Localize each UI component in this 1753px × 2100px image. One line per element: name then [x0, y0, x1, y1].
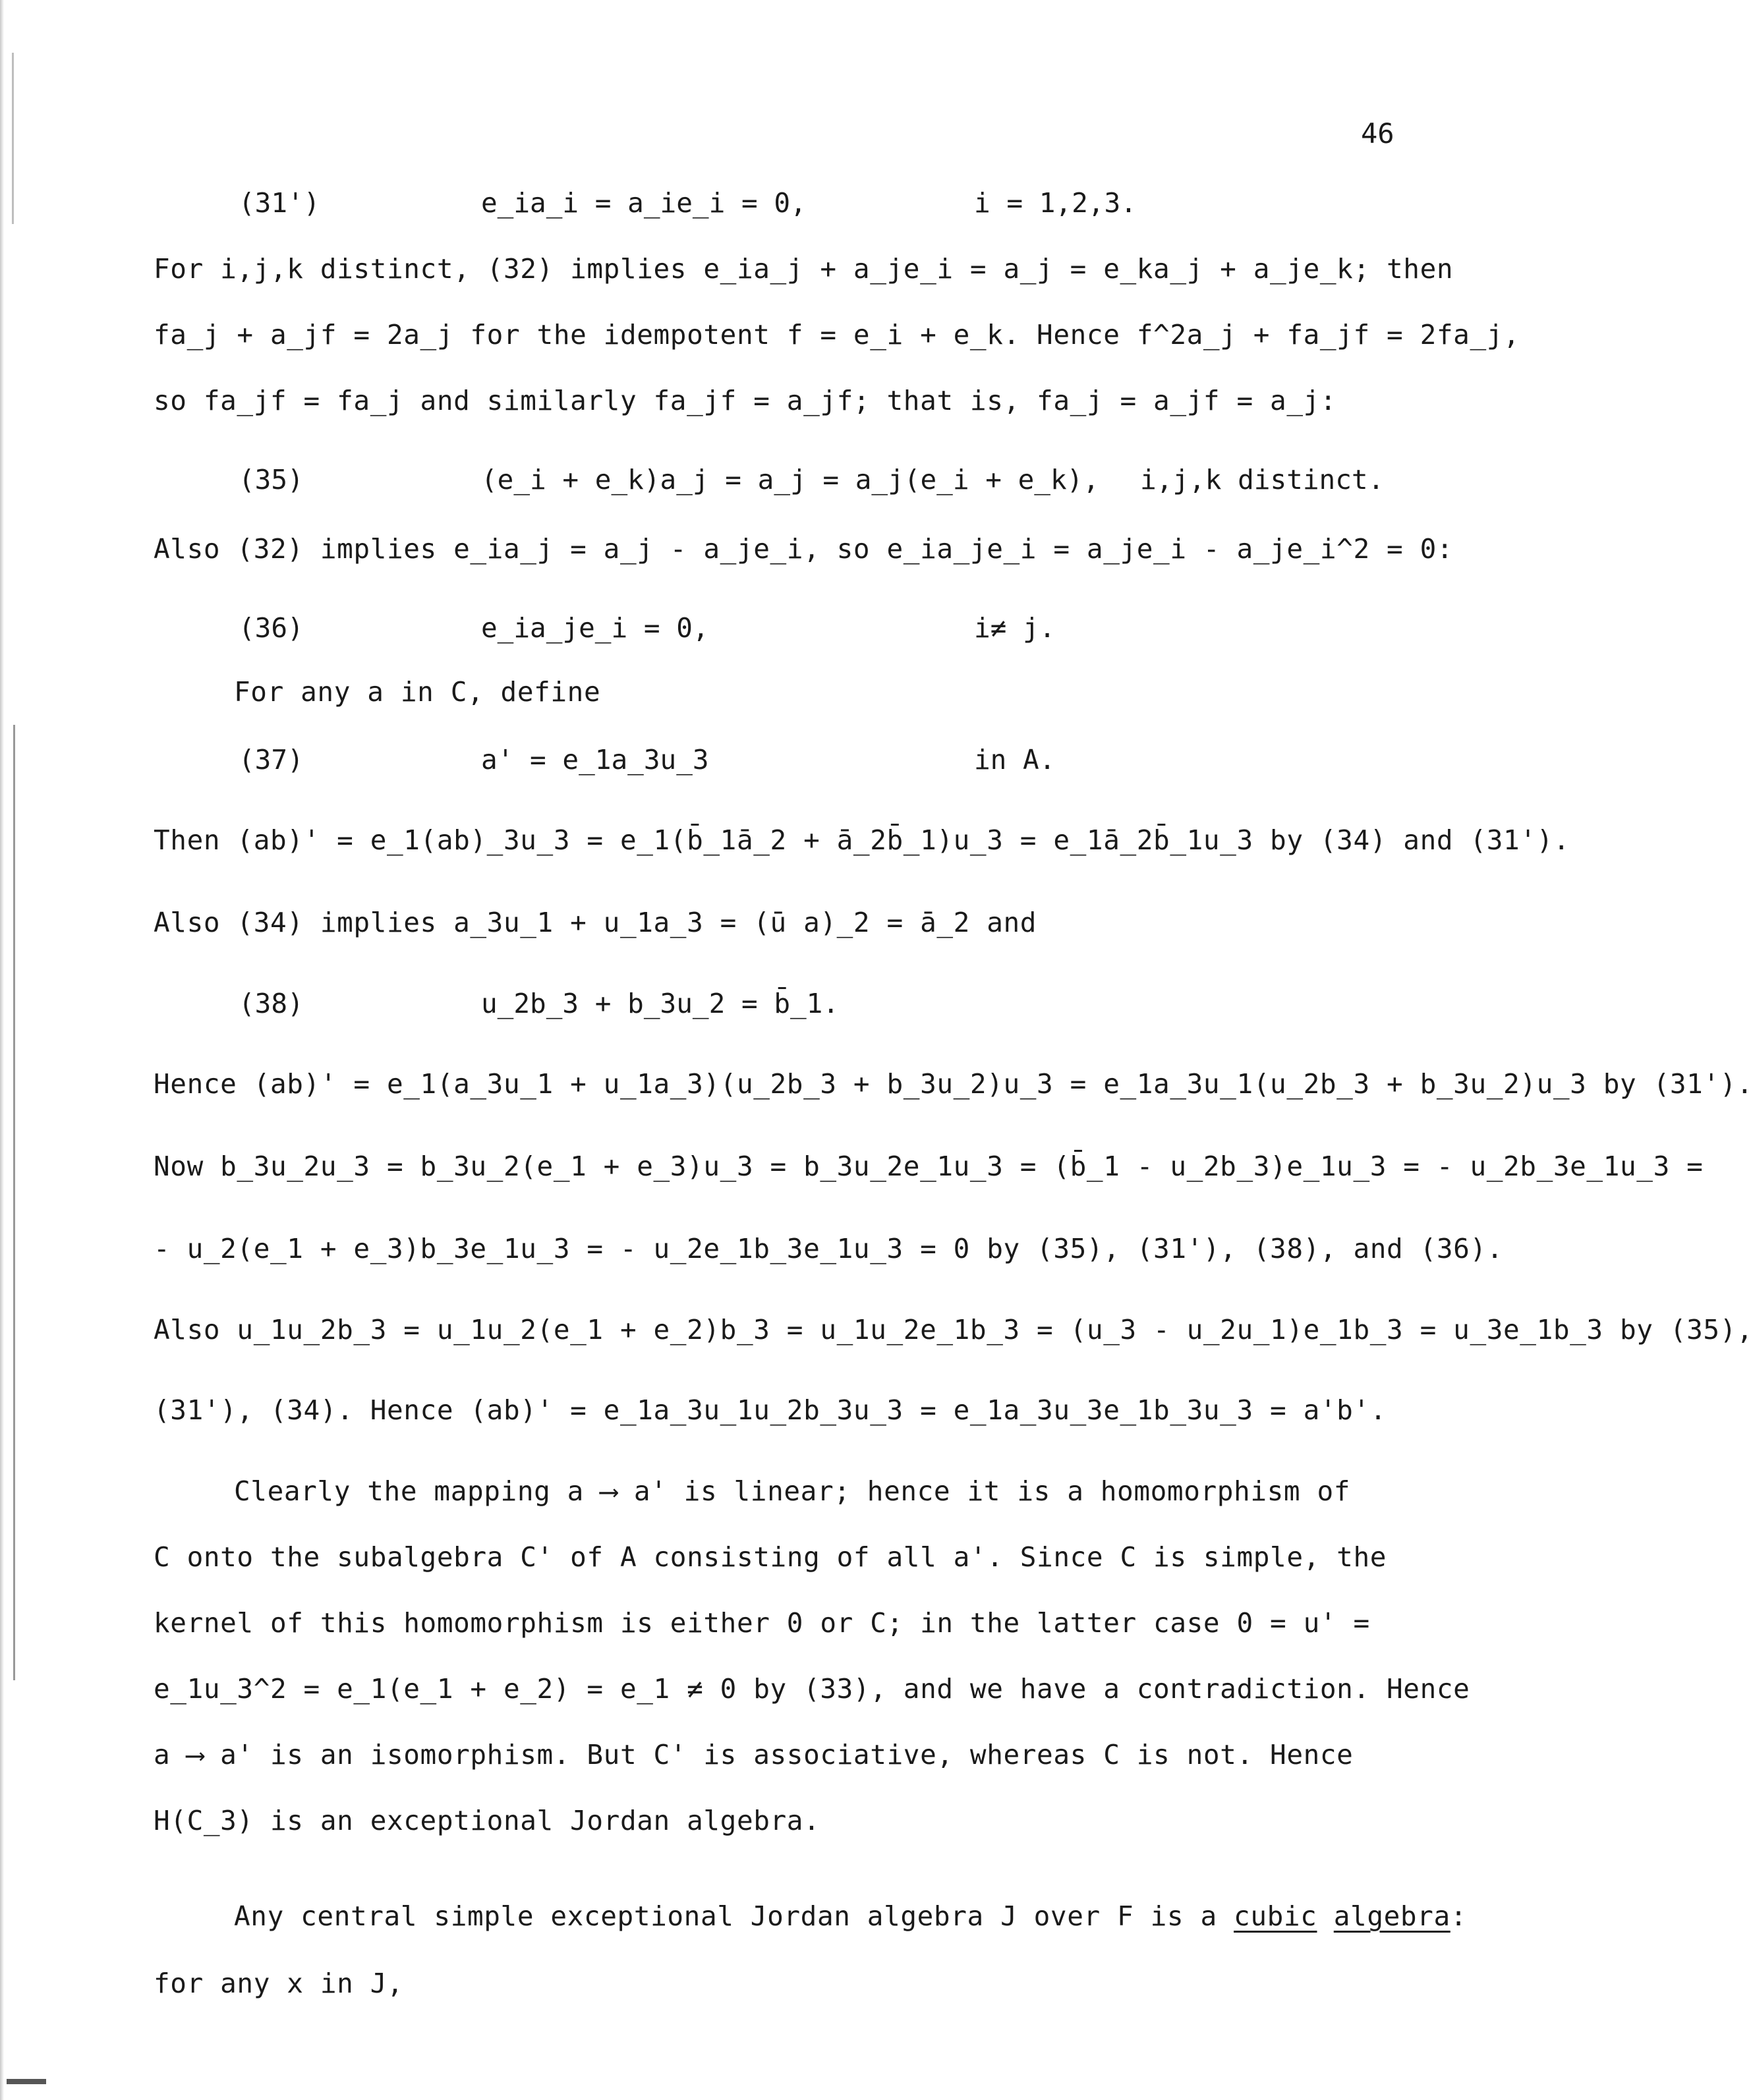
- text-line: e_1u_3^2 = e_1(e_1 + e_2) = e_1 ≠ 0 by (33), and we have a contradiction. Hence: [154, 1673, 1470, 1705]
- margin-mark: [12, 53, 14, 224]
- text-line: Then (ab)' = e_1(ab)_3u_3 = e_1(b̄_1ā_2 + ā_2b̄_1)u_3 = e_1ā_2b̄_1u_3 by (34) and (31').: [154, 824, 1570, 856]
- text-line: Also (34) implies a_3u_1 + u_1a_3 = (ū a)_2 = ā_2 and: [154, 907, 1037, 938]
- text-line: so fa_jf = fa_j and similarly fa_jf = a_jf; that is, fa_j = a_jf = a_j:: [154, 385, 1337, 416]
- text-span: Any central simple exceptional Jordan algebra J over F is a: [234, 1900, 1234, 1932]
- equation-body: a' = e_1a_3u_3: [481, 744, 709, 776]
- text-line: Also (32) implies e_ia_j = a_j - a_je_i, so e_ia_je_i = a_je_i - a_je_i^2 = 0:: [154, 533, 1454, 565]
- equation-label: (31'): [239, 187, 320, 219]
- equation-body: u_2b_3 + b_3u_2 = b̄_1.: [481, 988, 840, 1019]
- equation-condition: i≠ j.: [974, 612, 1056, 644]
- equation-label: (36): [239, 612, 304, 644]
- equation-body: e_ia_je_i = 0,: [481, 612, 709, 644]
- equation-condition: i = 1,2,3.: [974, 187, 1137, 219]
- text-line: Clearly the mapping a ⟶ a' is linear; hence it is a homomorphism of: [234, 1475, 1351, 1507]
- equation-body: (e_i + e_k)a_j = a_j = a_j(e_i + e_k),: [481, 464, 1099, 496]
- text-span: [1317, 1900, 1333, 1932]
- text-line: For any a in C, define: [234, 676, 601, 708]
- underlined-term: algebra: [1333, 1900, 1451, 1932]
- equation-label: (37): [239, 744, 304, 776]
- text-line: kernel of this homomorphism is either 0 or C; in the latter case 0 = u' =: [154, 1607, 1370, 1639]
- page-number: 46: [1361, 117, 1394, 150]
- text-line: (31'), (34). Hence (ab)' = e_1a_3u_1u_2b_3u_3 = e_1a_3u_3e_1b_3u_3 = a'b'.: [154, 1394, 1387, 1426]
- equation-label: (35): [239, 464, 304, 496]
- underlined-term: cubic: [1234, 1900, 1317, 1932]
- text-span: :: [1450, 1900, 1468, 1932]
- text-line: C onto the subalgebra C' of A consisting of all a'. Since C is simple, the: [154, 1541, 1387, 1573]
- text-line: a ⟶ a' is an isomorphism. But C' is associative, whereas C is not. Hence: [154, 1739, 1354, 1771]
- text-line: H(C_3) is an exceptional Jordan algebra.: [154, 1805, 820, 1836]
- text-line: - u_2(e_1 + e_3)b_3e_1u_3 = - u_2e_1b_3e_1u_3 = 0 by (35), (31'), (38), and (36).: [154, 1233, 1504, 1264]
- text-line: For i,j,k distinct, (32) implies e_ia_j + a_je_i = a_j = e_ka_j + a_je_k; then: [154, 253, 1454, 285]
- margin-mark: [13, 725, 15, 1680]
- text-line: fa_j + a_jf = 2a_j for the idempotent f = e_i + e_k. Hence f^2a_j + fa_jf = 2fa_j,: [154, 319, 1520, 351]
- scan-edge: [0, 0, 4, 2100]
- equation-condition: i,j,k distinct.: [1140, 464, 1385, 496]
- equation-condition: in A.: [974, 744, 1056, 776]
- equation-body: e_ia_i = a_ie_i = 0,: [481, 187, 807, 219]
- text-line: for any x in J,: [154, 1968, 404, 1999]
- margin-mark: [7, 2079, 46, 2084]
- text-line: Also u_1u_2b_3 = u_1u_2(e_1 + e_2)b_3 = u_1u_2e_1b_3 = (u_3 - u_2u_1)e_1b_3 = u_3e_1b_3 by (35),: [154, 1314, 1753, 1346]
- equation-label: (38): [239, 988, 304, 1019]
- text-line: Now b_3u_2u_3 = b_3u_2(e_1 + e_3)u_3 = b_3u_2e_1u_3 = (b̄_1 - u_2b_3)e_1u_3 = - u_2b_3e_1u_3 =: [154, 1150, 1704, 1182]
- text-line: Hence (ab)' = e_1(a_3u_1 + u_1a_3)(u_2b_3 + b_3u_2)u_3 = e_1a_3u_1(u_2b_3 + b_3u_2)u_3 by (31').: [154, 1068, 1753, 1100]
- text-line: [234, 1900, 1467, 1933]
